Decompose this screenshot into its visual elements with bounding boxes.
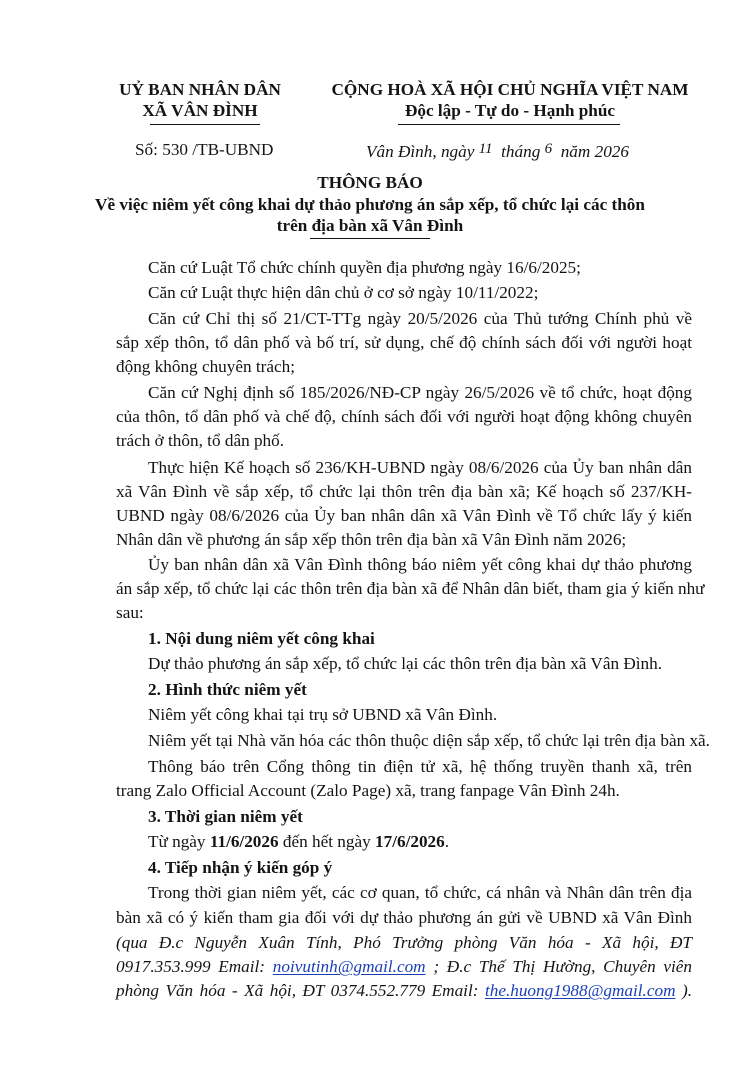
section-4-line3: (qua Đ.c Nguyễn Xuân Tính, Phó Trưởng phòng Văn hóa - Xã hội, ĐT — [116, 933, 692, 952]
basis-2: Căn cứ Luật thực hiện dân chủ ở cơ sở ngày 10/11/2022; — [148, 283, 539, 302]
subject-underline — [310, 238, 430, 239]
section-4-line5 — [116, 981, 692, 1002]
date-prefix: Vân Đình, ngày — [366, 142, 475, 161]
basis-1: Căn cứ Luật Tổ chức chính quyền địa phương ngày 16/6/2025; — [148, 258, 581, 277]
section-1-title: 1. Nội dung niêm yết công khai — [148, 629, 375, 648]
section-1-text: Dự thảo phương án sắp xếp, tổ chức lại các thôn trên địa bàn xã Vân Đình. — [148, 654, 663, 673]
basis-5-line2: xã Vân Đình về sắp xếp, tổ chức lại thôn trên địa bàn xã; Kế hoạch số 237/KH- — [116, 482, 692, 501]
basis-4-line3: trách ở thôn, tổ dân phố. — [116, 431, 285, 450]
email-link-2[interactable]: the.huong1988@gmail.com — [484, 981, 676, 1000]
date-year: năm 2026 — [560, 142, 629, 161]
contact-2-text: ; Đ.c Thế Thị Hường, Chuyên viên — [433, 957, 693, 976]
motto-underline — [398, 124, 620, 125]
period-from-label: Từ ngày — [148, 832, 206, 851]
email-link-1[interactable]: noivutinh@gmail.com — [272, 957, 426, 976]
contact-2-phone: phòng Văn hóa - Xã hội, ĐT 0374.552.779 Email: — [116, 981, 479, 1000]
document-date — [366, 142, 629, 163]
intro-line1: Ủy ban nhân dân xã Vân Đình thông báo niêm yết công khai dự thảo phương — [148, 555, 692, 574]
section-2-item-3-line1: Thông báo trên Cổng thông tin điện tử xã, hệ thống truyền thanh xã, trên — [148, 757, 692, 776]
basis-5-line1: Thực hiện Kế hoạch số 236/KH-UBND ngày 08/6/2026 của Ủy ban nhân dân — [148, 458, 692, 477]
section-4-line2: bàn xã có ý kiến tham gia đối với dự thảo phương án gửi về UBND xã Vân Đình — [116, 908, 692, 927]
document-subject-line2: trên địa bàn xã Vân Đình — [276, 216, 464, 235]
period-start-date: 11/6/2026 — [209, 832, 279, 851]
section-4-line1: Trong thời gian niêm yết, các cơ quan, tổ chức, cá nhân và Nhân dân trên địa — [148, 883, 692, 902]
basis-3-line1: Căn cứ Chỉ thị số 21/CT-TTg ngày 20/5/2026 của Thủ tướng Chính phủ về — [148, 309, 692, 328]
document-title: THÔNG BÁO — [317, 173, 423, 192]
period-mid-label: đến hết ngày — [282, 832, 371, 851]
basis-4-line2: của thôn, tổ dân phố và chế độ, chính sách đối với người hoạt động không chuyên — [116, 407, 692, 426]
section-2-item-2: Niêm yết tại Nhà văn hóa các thôn thuộc diện sắp xếp, tổ chức lại trên địa bàn xã. — [148, 731, 710, 750]
section-2-item-3-line2: trang Zalo Official Account (Zalo Page) xã, trang fanpage Vân Đình 24h. — [116, 781, 620, 800]
country-motto: Độc lập - Tự do - Hạnh phúc — [404, 101, 616, 120]
document-number: Số: 530 /TB-UBND — [135, 140, 274, 159]
country-name: CỘNG HOÀ XÃ HỘI CHỦ NGHĨA VIỆT NAM — [331, 80, 689, 99]
org-name-line2: XÃ VÂN ĐÌNH — [142, 101, 258, 120]
period-end-date: 17/6/2026 — [375, 832, 445, 851]
basis-5-line3: UBND ngày 08/6/2026 của Ủy ban nhân dân xã Vân Đình về Tổ chức lấy ý kiến — [116, 506, 692, 525]
contact-close: ). — [681, 981, 693, 1000]
document-subject-line1: Về việc niêm yết công khai dự thảo phương án sắp xếp, tổ chức lại các thôn — [95, 195, 645, 214]
basis-4-line1: Căn cứ Nghị định số 185/2026/NĐ-CP ngày 26/5/2026 về tổ chức, hoạt động — [148, 383, 692, 402]
date-day: 11 — [478, 141, 493, 157]
section-4-title: 4. Tiếp nhận ý kiến góp ý — [148, 858, 333, 877]
section-3-title: 3. Thời gian niêm yết — [148, 807, 303, 826]
date-month-label: tháng — [501, 142, 541, 161]
intro-line2: án sắp xếp, tổ chức lại các thôn trên địa bàn xã để Nhân dân biết, tham gia ý kiến như — [116, 579, 705, 598]
section-3-period — [148, 832, 449, 853]
org-underline — [150, 124, 260, 125]
basis-3-line2: sắp xếp thôn, tổ dân phố và bố trí, sử dụng, chế độ chính sách đối với người hoạt — [116, 333, 692, 352]
basis-5-line4: Nhân dân về phương án sắp xếp thôn trên địa bàn xã Vân Đình năm 2026; — [116, 530, 627, 549]
date-month: 6 — [544, 141, 553, 157]
section-2-item-1: Niêm yết công khai tại trụ sở UBND xã Vân Đình. — [148, 705, 498, 724]
period-dot: . — [444, 832, 450, 851]
basis-3-line3: động không chuyên trách; — [116, 357, 295, 376]
org-name-line1: UỶ BAN NHÂN DÂN — [119, 80, 281, 99]
contact-1-phone: 0917.353.999 Email: — [116, 957, 266, 976]
intro-line3: sau: — [116, 603, 144, 622]
section-4-line4 — [116, 957, 692, 978]
section-2-title: 2. Hình thức niêm yết — [148, 680, 307, 699]
